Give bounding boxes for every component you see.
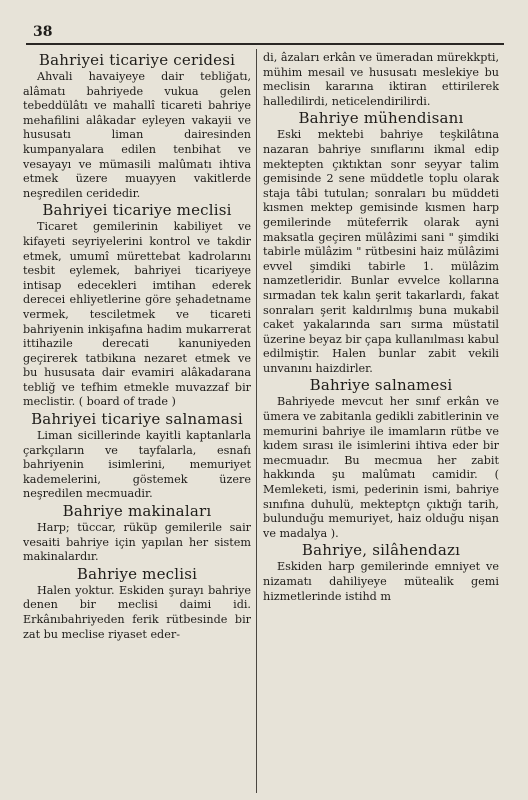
section-title: Bahriye makinaları: [62, 502, 212, 521]
continued-text: di, âzaları erkân ve ümeradan mürekkpti, mühim mesail ve hususatı meslekiye bu meclisin kararına iktiran ettirilerek halledilirdi, neticelendirilirdi.: [263, 51, 499, 108]
entry-salnamesi: [263, 377, 499, 541]
entry-muhendisani: [263, 110, 499, 376]
entry-ticariye-meclisi: [23, 202, 251, 410]
entry-bahriye-meclisi: [23, 566, 251, 642]
section-text: Halen yoktur. Eskiden şurayı bahriye denen bir meclisi daimi idi. Erkânıbahriyeden ferik rütbesinde bir zat bu meclise riyaset eder-: [23, 583, 251, 641]
section-text: Eskiden harp gemilerinde emniyet ve nizamatı dahiliyeye mütealik gemi hizmetlerinde istihd m: [263, 560, 499, 603]
entry-ticariye-ceridesi: [23, 52, 251, 201]
section-title: Bahriye mühendisanı: [298, 109, 464, 128]
page-number: 38: [33, 24, 53, 40]
entry-silahendazi: [263, 542, 499, 604]
entry-makinalari: [23, 503, 251, 565]
section-title: Bahriye, silâhendazı: [301, 541, 461, 560]
section-title: Bahriyei ticariye meclisi: [42, 201, 232, 220]
section-title: Bahriyei ticariye salnamasi: [31, 410, 243, 429]
header-rule: [26, 43, 504, 45]
section-text: Eski mektebi bahriye teşkilâtına nazaran bahriye sınıflarını ikmal edip mektepten çıktıktan sonr seyyar talim gemisinde 2 sene müddetle toplu olarak staja tâbi tutulan; sonraları bu müddeti kısmen mektep gemisinde kısmen harp gemilerinde müteferrik olarak ayni maksatla geçiren mülâzimi sani " şimdiki tabirle mülâzim " rütbesini haiz mülâzimi evvel şimdiki tabirle 1. mülâzim namzetleridir. Bunlar evvelce kollarına sırmadan tek kalın şerit takarlardı, fakat sonraları şerit kaldırılmış buna mukabil caket yakalarında sarı sırma müstatil üzerine beyaz bir çapa kullanılması kabul edilmiştir. Halen bunlar zabit vekili unvanını haizdirler.: [263, 128, 499, 375]
section-title: Bahriye salnamesi: [309, 376, 453, 395]
section-text: Ahvali havaiyeye dair tebliğatı, alâmatı bahriyede vukua gelen tebeddülâtı ve mahallî ticareti bahriye mehafilini alâkadar eyleyen vakayii ve hususatı liman dairesinden kumpanyalara edilen tenbihat ve vesayayı ve mümasili malûmatı ihtiva etmek üzere muayyen vakitlerde neşredilen ceridedir.: [23, 70, 251, 200]
section-text: Bahriyede mevcut her sınıf erkân ve ümera ve zabitanla gedikli zabitlerinin ve memurini bahriye ile imamların rütbe ve kıdem sırası ile isimlerini ihtiva eder bir mecmuadır. Bu mecmua her zabit hakkında şu malûmatı camidir. ( Memleketi, ismi, pederinin ismi, bahriye sınıfına duhulü, mekteptçn çıktığı tarih, bulunduğu memuriyet, haiz olduğu nişan ve madalya ).: [263, 395, 499, 540]
entry-ticariye-salnamasi: [23, 411, 251, 502]
column-divider: [256, 49, 257, 793]
left-column: [23, 51, 251, 793]
right-column: [263, 51, 499, 793]
section-title: Bahriye meclisi: [76, 564, 198, 583]
section-title: Bahriyei ticariye ceridesi: [38, 51, 236, 69]
section-text: Ticaret gemilerinin kabiliyet ve kifayeti seyriyelerini kontrol ve takdir etmek, umumî mürettebat kadrolarını tesbit eylemek, bahriyei ticariyeye intisap edecekleri imtihan ederek derecei ehliyetlerine göre şehadetname vermek, tesciletmek ve ticareti bahriyenin inkişafına hadim mukarrerat ittihazile derecati kanuniyeden geçirerek tatbikına nezaret etmek ve bu hususata dair evamiri alâkadarana tebliğ ve tefhim etmekle muvazzaf bir meclistir. ( board of trade ): [23, 220, 251, 409]
section-text: Liman sicillerinde kayitli kaptanlarla çarkçıların ve tayfalarla, esnafı bahriyenin isimlerini, memuriyet kademelerini, göstemek üzere neşredilen mecmuadir.: [23, 429, 251, 501]
section-text: Harp; tüccar, rüküp gemilerile sair vesaiti bahriye için yapılan her sistem makinalardır.: [23, 521, 251, 564]
